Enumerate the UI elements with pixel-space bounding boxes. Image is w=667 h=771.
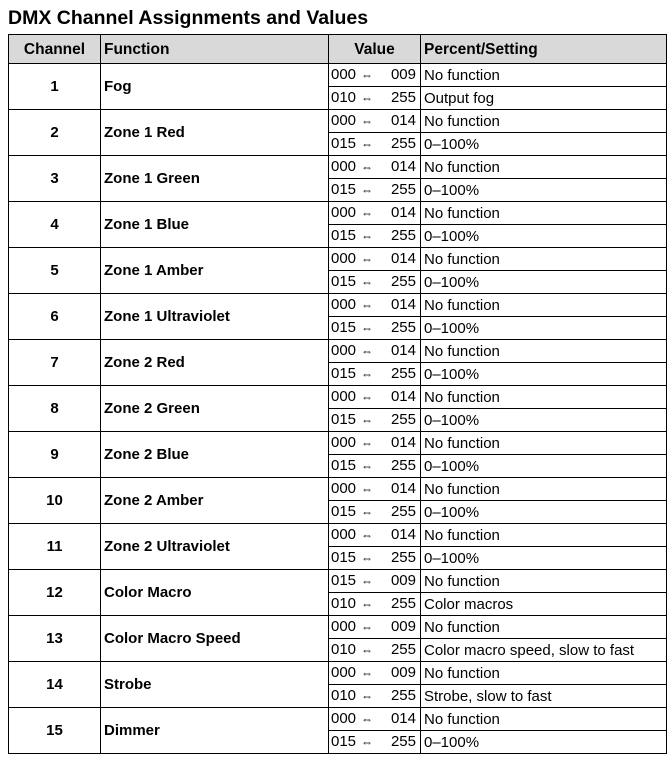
range-high: 255 bbox=[390, 135, 416, 152]
setting-text: No function bbox=[421, 340, 667, 363]
function-name: Zone 2 Red bbox=[101, 340, 329, 386]
range-low: 015 bbox=[331, 273, 357, 290]
range-high: 255 bbox=[390, 273, 416, 290]
setting-text: 0–100% bbox=[421, 731, 667, 754]
range-arrow-icon: ⇔ bbox=[361, 229, 373, 243]
range-low: 000 bbox=[331, 158, 357, 175]
range-high: 009 bbox=[390, 572, 416, 589]
value-range bbox=[329, 455, 421, 478]
value-range bbox=[329, 524, 421, 547]
table-row bbox=[9, 524, 667, 547]
range-low: 015 bbox=[331, 365, 357, 382]
value-range bbox=[329, 202, 421, 225]
function-name: Strobe bbox=[101, 662, 329, 708]
setting-text: No function bbox=[421, 202, 667, 225]
value-range bbox=[329, 156, 421, 179]
value-range bbox=[329, 363, 421, 386]
value-range bbox=[329, 133, 421, 156]
value-range bbox=[329, 501, 421, 524]
range-high: 009 bbox=[390, 664, 416, 681]
setting-text: No function bbox=[421, 386, 667, 409]
range-low: 015 bbox=[331, 181, 357, 198]
range-arrow-icon: ⇔ bbox=[361, 206, 373, 220]
range-arrow-icon: ⇔ bbox=[361, 620, 373, 634]
range-high: 255 bbox=[390, 503, 416, 520]
table-row bbox=[9, 570, 667, 593]
setting-text: No function bbox=[421, 708, 667, 731]
setting-text: Strobe, slow to fast bbox=[421, 685, 667, 708]
range-arrow-icon: ⇔ bbox=[361, 390, 373, 404]
table-header-row bbox=[9, 35, 667, 64]
range-high: 255 bbox=[390, 687, 416, 704]
setting-text: 0–100% bbox=[421, 271, 667, 294]
value-range bbox=[329, 294, 421, 317]
setting-text: Color macros bbox=[421, 593, 667, 616]
table-row bbox=[9, 248, 667, 271]
table-row bbox=[9, 294, 667, 317]
function-name: Zone 2 Blue bbox=[101, 432, 329, 478]
table-row bbox=[9, 432, 667, 455]
channel-number: 5 bbox=[9, 248, 101, 294]
range-high: 255 bbox=[390, 411, 416, 428]
range-high: 255 bbox=[390, 549, 416, 566]
range-arrow-icon: ⇔ bbox=[361, 275, 373, 289]
range-high: 255 bbox=[390, 319, 416, 336]
range-arrow-icon: ⇔ bbox=[361, 91, 373, 105]
channel-number: 14 bbox=[9, 662, 101, 708]
page-title: DMX Channel Assignments and Values bbox=[8, 7, 369, 29]
column-header-setting: Percent/Setting bbox=[421, 35, 667, 64]
setting-text: No function bbox=[421, 524, 667, 547]
range-high: 014 bbox=[390, 480, 416, 497]
range-low: 000 bbox=[331, 66, 357, 83]
channel-number: 12 bbox=[9, 570, 101, 616]
range-low: 010 bbox=[331, 641, 357, 658]
channel-number: 8 bbox=[9, 386, 101, 432]
value-range bbox=[329, 662, 421, 685]
range-arrow-icon: ⇔ bbox=[361, 252, 373, 266]
range-arrow-icon: ⇔ bbox=[361, 413, 373, 427]
range-low: 000 bbox=[331, 342, 357, 359]
value-range bbox=[329, 731, 421, 754]
table-row bbox=[9, 340, 667, 363]
table-row bbox=[9, 616, 667, 639]
range-arrow-icon: ⇔ bbox=[361, 436, 373, 450]
range-arrow-icon: ⇔ bbox=[361, 114, 373, 128]
value-range bbox=[329, 340, 421, 363]
range-arrow-icon: ⇔ bbox=[361, 137, 373, 151]
channel-number: 15 bbox=[9, 708, 101, 754]
range-low: 015 bbox=[331, 411, 357, 428]
range-low: 015 bbox=[331, 319, 357, 336]
value-range bbox=[329, 225, 421, 248]
setting-text: 0–100% bbox=[421, 409, 667, 432]
setting-text: 0–100% bbox=[421, 133, 667, 156]
range-arrow-icon: ⇔ bbox=[361, 643, 373, 657]
channel-number: 3 bbox=[9, 156, 101, 202]
range-high: 014 bbox=[390, 710, 416, 727]
value-range bbox=[329, 386, 421, 409]
setting-text: No function bbox=[421, 156, 667, 179]
range-high: 255 bbox=[390, 89, 416, 106]
channel-number: 4 bbox=[9, 202, 101, 248]
value-range bbox=[329, 708, 421, 731]
column-header-value: Value bbox=[329, 35, 421, 64]
range-high: 014 bbox=[390, 434, 416, 451]
setting-text: No function bbox=[421, 294, 667, 317]
value-range bbox=[329, 685, 421, 708]
range-high: 014 bbox=[390, 388, 416, 405]
function-name: Color Macro Speed bbox=[101, 616, 329, 662]
range-arrow-icon: ⇔ bbox=[361, 505, 373, 519]
range-high: 255 bbox=[390, 641, 416, 658]
channel-number: 13 bbox=[9, 616, 101, 662]
function-name: Zone 2 Amber bbox=[101, 478, 329, 524]
setting-text: No function bbox=[421, 662, 667, 685]
value-range bbox=[329, 64, 421, 87]
range-low: 000 bbox=[331, 526, 357, 543]
range-low: 015 bbox=[331, 457, 357, 474]
function-name: Zone 2 Green bbox=[101, 386, 329, 432]
channel-number: 7 bbox=[9, 340, 101, 386]
value-range bbox=[329, 271, 421, 294]
range-high: 014 bbox=[390, 158, 416, 175]
range-high: 014 bbox=[390, 204, 416, 221]
range-high: 255 bbox=[390, 181, 416, 198]
range-arrow-icon: ⇔ bbox=[361, 68, 373, 82]
value-range bbox=[329, 87, 421, 110]
setting-text: 0–100% bbox=[421, 501, 667, 524]
channel-number: 9 bbox=[9, 432, 101, 478]
column-header-channel: Channel bbox=[9, 35, 101, 64]
range-arrow-icon: ⇔ bbox=[361, 344, 373, 358]
range-low: 015 bbox=[331, 733, 357, 750]
table-row bbox=[9, 386, 667, 409]
range-arrow-icon: ⇔ bbox=[361, 183, 373, 197]
range-arrow-icon: ⇔ bbox=[361, 160, 373, 174]
range-high: 255 bbox=[390, 457, 416, 474]
range-low: 000 bbox=[331, 664, 357, 681]
range-low: 000 bbox=[331, 204, 357, 221]
table-row bbox=[9, 662, 667, 685]
setting-text: 0–100% bbox=[421, 363, 667, 386]
range-arrow-icon: ⇔ bbox=[361, 459, 373, 473]
range-high: 009 bbox=[390, 66, 416, 83]
function-name: Zone 1 Green bbox=[101, 156, 329, 202]
function-name: Zone 1 Blue bbox=[101, 202, 329, 248]
function-name: Color Macro bbox=[101, 570, 329, 616]
value-range bbox=[329, 110, 421, 133]
value-range bbox=[329, 179, 421, 202]
range-low: 000 bbox=[331, 112, 357, 129]
range-low: 000 bbox=[331, 434, 357, 451]
setting-text: 0–100% bbox=[421, 547, 667, 570]
range-low: 000 bbox=[331, 296, 357, 313]
value-range bbox=[329, 478, 421, 501]
setting-text: No function bbox=[421, 570, 667, 593]
range-arrow-icon: ⇔ bbox=[361, 528, 373, 542]
range-arrow-icon: ⇔ bbox=[361, 666, 373, 680]
range-high: 014 bbox=[390, 342, 416, 359]
function-name: Dimmer bbox=[101, 708, 329, 754]
table-row bbox=[9, 156, 667, 179]
setting-text: 0–100% bbox=[421, 179, 667, 202]
range-arrow-icon: ⇔ bbox=[361, 482, 373, 496]
range-arrow-icon: ⇔ bbox=[361, 367, 373, 381]
function-name: Zone 2 Ultraviolet bbox=[101, 524, 329, 570]
range-low: 000 bbox=[331, 618, 357, 635]
range-arrow-icon: ⇔ bbox=[361, 712, 373, 726]
range-high: 014 bbox=[390, 526, 416, 543]
range-low: 015 bbox=[331, 227, 357, 244]
setting-text: No function bbox=[421, 248, 667, 271]
range-low: 000 bbox=[331, 710, 357, 727]
setting-text: Output fog bbox=[421, 87, 667, 110]
range-high: 014 bbox=[390, 112, 416, 129]
channel-number: 11 bbox=[9, 524, 101, 570]
range-arrow-icon: ⇔ bbox=[361, 574, 373, 588]
range-high: 014 bbox=[390, 250, 416, 267]
channel-number: 10 bbox=[9, 478, 101, 524]
table-row bbox=[9, 64, 667, 87]
column-header-function: Function bbox=[101, 35, 329, 64]
range-arrow-icon: ⇔ bbox=[361, 321, 373, 335]
range-low: 010 bbox=[331, 595, 357, 612]
range-arrow-icon: ⇔ bbox=[361, 597, 373, 611]
function-name: Zone 1 Red bbox=[101, 110, 329, 156]
setting-text: No function bbox=[421, 432, 667, 455]
table-row bbox=[9, 202, 667, 225]
range-high: 009 bbox=[390, 618, 416, 635]
function-name: Zone 1 Ultraviolet bbox=[101, 294, 329, 340]
value-range bbox=[329, 639, 421, 662]
value-range bbox=[329, 616, 421, 639]
range-arrow-icon: ⇔ bbox=[361, 689, 373, 703]
value-range bbox=[329, 432, 421, 455]
range-low: 015 bbox=[331, 549, 357, 566]
range-low: 010 bbox=[331, 89, 357, 106]
setting-text: 0–100% bbox=[421, 225, 667, 248]
setting-text: Color macro speed, slow to fast bbox=[421, 639, 667, 662]
range-arrow-icon: ⇔ bbox=[361, 735, 373, 749]
value-range bbox=[329, 317, 421, 340]
range-high: 255 bbox=[390, 595, 416, 612]
range-low: 010 bbox=[331, 687, 357, 704]
range-high: 014 bbox=[390, 296, 416, 313]
range-low: 015 bbox=[331, 503, 357, 520]
setting-text: No function bbox=[421, 616, 667, 639]
value-range bbox=[329, 409, 421, 432]
table-row bbox=[9, 708, 667, 731]
setting-text: 0–100% bbox=[421, 455, 667, 478]
range-high: 255 bbox=[390, 365, 416, 382]
setting-text: No function bbox=[421, 110, 667, 133]
value-range bbox=[329, 570, 421, 593]
range-low: 000 bbox=[331, 480, 357, 497]
value-range bbox=[329, 248, 421, 271]
table-row bbox=[9, 110, 667, 133]
value-range bbox=[329, 593, 421, 616]
setting-text: No function bbox=[421, 478, 667, 501]
range-arrow-icon: ⇔ bbox=[361, 298, 373, 312]
range-low: 000 bbox=[331, 250, 357, 267]
dmx-channel-table bbox=[8, 34, 667, 754]
range-high: 255 bbox=[390, 733, 416, 750]
function-name: Zone 1 Amber bbox=[101, 248, 329, 294]
table-row bbox=[9, 478, 667, 501]
channel-number: 1 bbox=[9, 64, 101, 110]
setting-text: No function bbox=[421, 64, 667, 87]
range-low: 015 bbox=[331, 572, 357, 589]
function-name: Fog bbox=[101, 64, 329, 110]
channel-number: 2 bbox=[9, 110, 101, 156]
range-arrow-icon: ⇔ bbox=[361, 551, 373, 565]
range-high: 255 bbox=[390, 227, 416, 244]
channel-number: 6 bbox=[9, 294, 101, 340]
range-low: 000 bbox=[331, 388, 357, 405]
value-range bbox=[329, 547, 421, 570]
setting-text: 0–100% bbox=[421, 317, 667, 340]
range-low: 015 bbox=[331, 135, 357, 152]
